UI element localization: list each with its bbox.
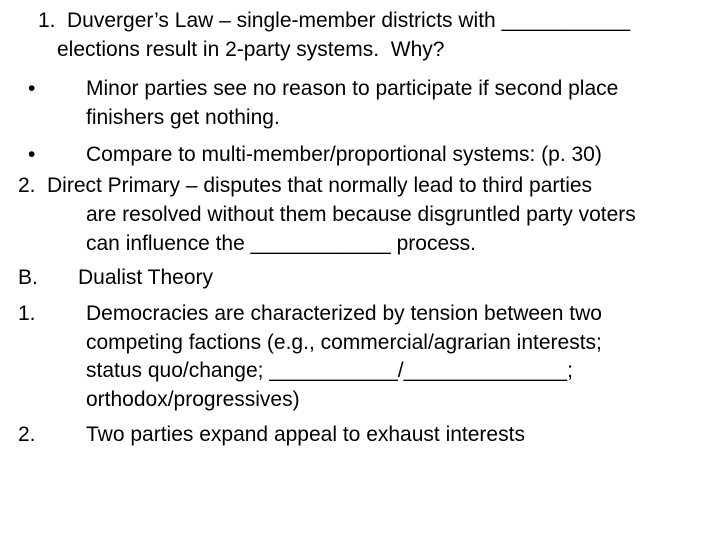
item-text-line: Duverger’s Law – single-member districts with ___________	[67, 9, 631, 32]
item-text-line: Compare to multi-member/proportional systems: (p. 30)	[86, 143, 602, 166]
item-text-line: can influence the ____________ process.	[86, 232, 476, 255]
item-marker: 2.	[18, 423, 36, 446]
item-text-line: competing factions (e.g., commercial/agrarian interests;	[86, 331, 602, 354]
item-text-line: are resolved without them because disgruntled party voters	[86, 203, 636, 226]
item-text-line: elections result in 2-party systems. Why?	[57, 38, 445, 61]
item-text-line: status quo/change; ___________/______________;	[86, 359, 573, 382]
item-marker: 1.	[38, 9, 56, 32]
section-marker: B.	[18, 266, 38, 289]
bullet-marker: •	[28, 77, 36, 100]
item-text-line: Two parties expand appeal to exhaust interests	[86, 423, 525, 446]
item-marker: 1.	[18, 302, 36, 325]
item-text-line: Democracies are characterized by tension between two	[86, 302, 602, 325]
bullet-marker: •	[28, 143, 36, 166]
item-text-line: orthodox/progressives)	[86, 388, 300, 411]
item-marker: 2.	[18, 174, 36, 197]
item-text-line: Minor parties see no reason to participate if second place	[86, 77, 619, 100]
item-text-line: finishers get nothing.	[86, 106, 280, 129]
section-heading: Dualist Theory	[78, 266, 214, 289]
item-text-line: Direct Primary – disputes that normally lead to third parties	[47, 174, 593, 197]
